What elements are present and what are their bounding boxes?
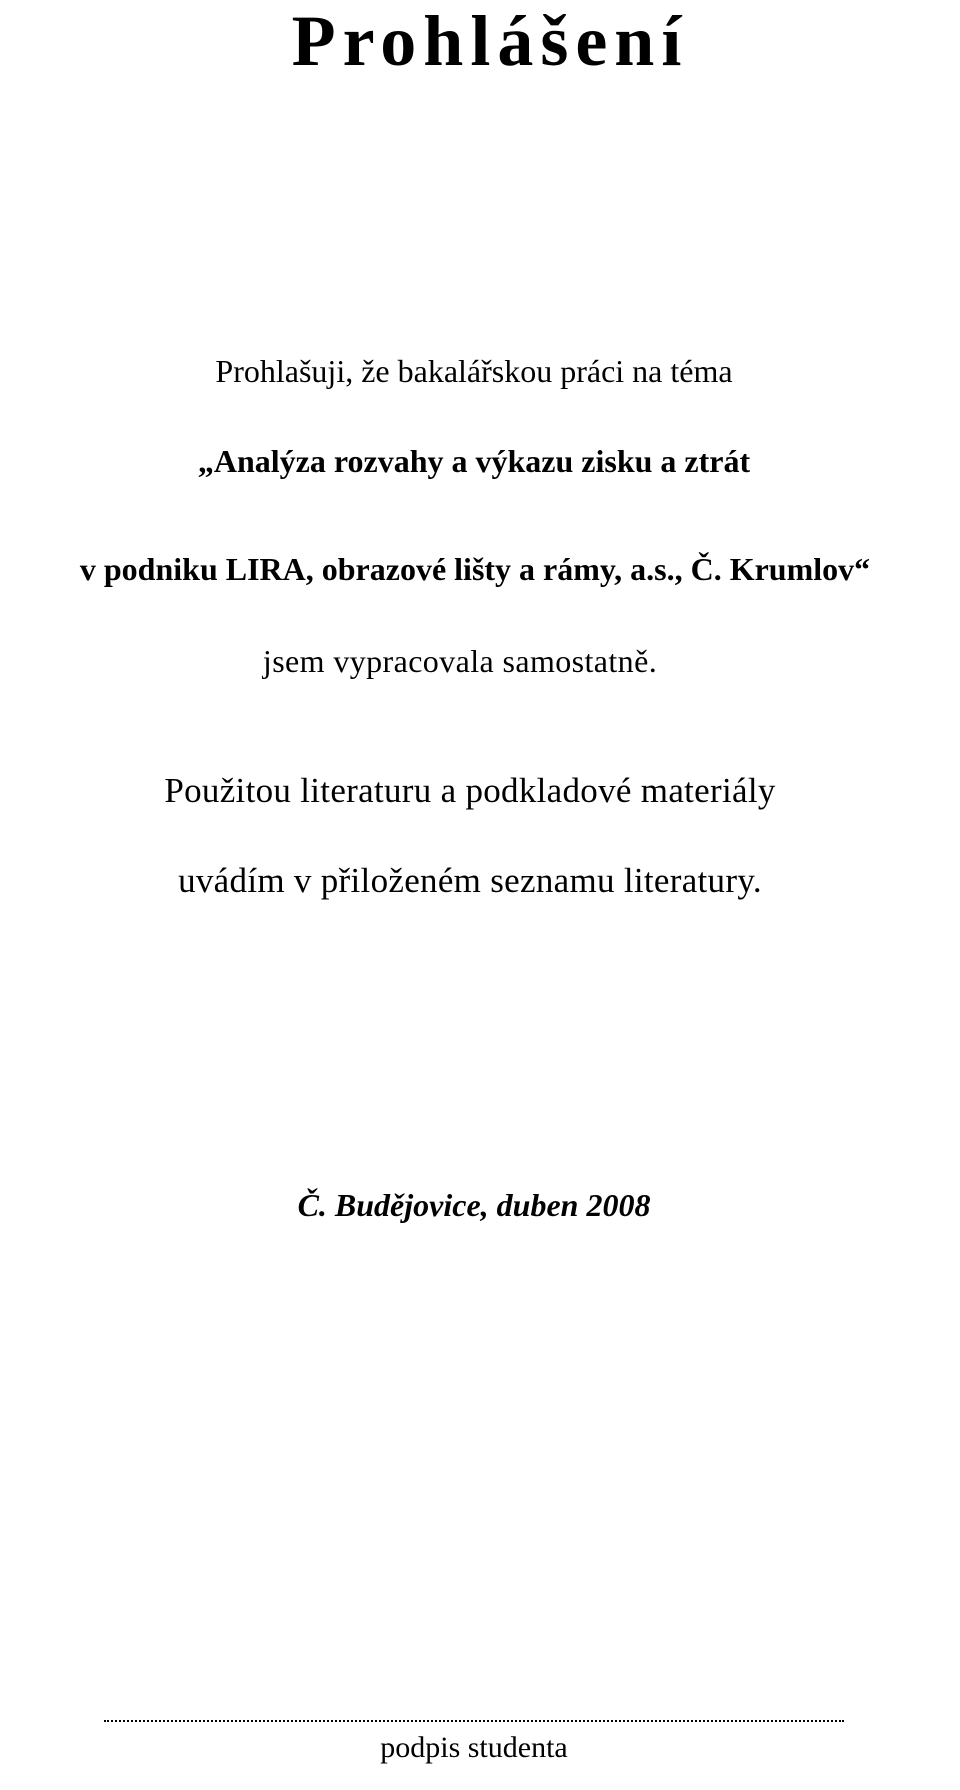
signature-line	[104, 1720, 844, 1722]
place-and-date: Č. Budějovice, duben 2008	[297, 1187, 651, 1223]
declaration-statement: jsem vypracovala samostatně.	[262, 643, 658, 679]
signature-label: podpis studenta	[380, 1731, 568, 1764]
declaration-intro: Prohlašuji, že bakalářskou práci na téma	[215, 353, 733, 389]
literature-statement-line-2: uvádím v přiloženém seznamu literatury.	[178, 861, 762, 900]
thesis-topic-line-1: „Analýza rozvahy a výkazu zisku a ztrát	[197, 443, 751, 479]
page-title: Prohlášení	[291, 1, 689, 81]
thesis-topic-line-2: v podniku LIRA, obrazové lišty a rámy, a.s., Č. Krumlov“	[79, 551, 871, 587]
literature-statement-line-1: Použitou literaturu a podkladové materiály	[164, 771, 776, 810]
